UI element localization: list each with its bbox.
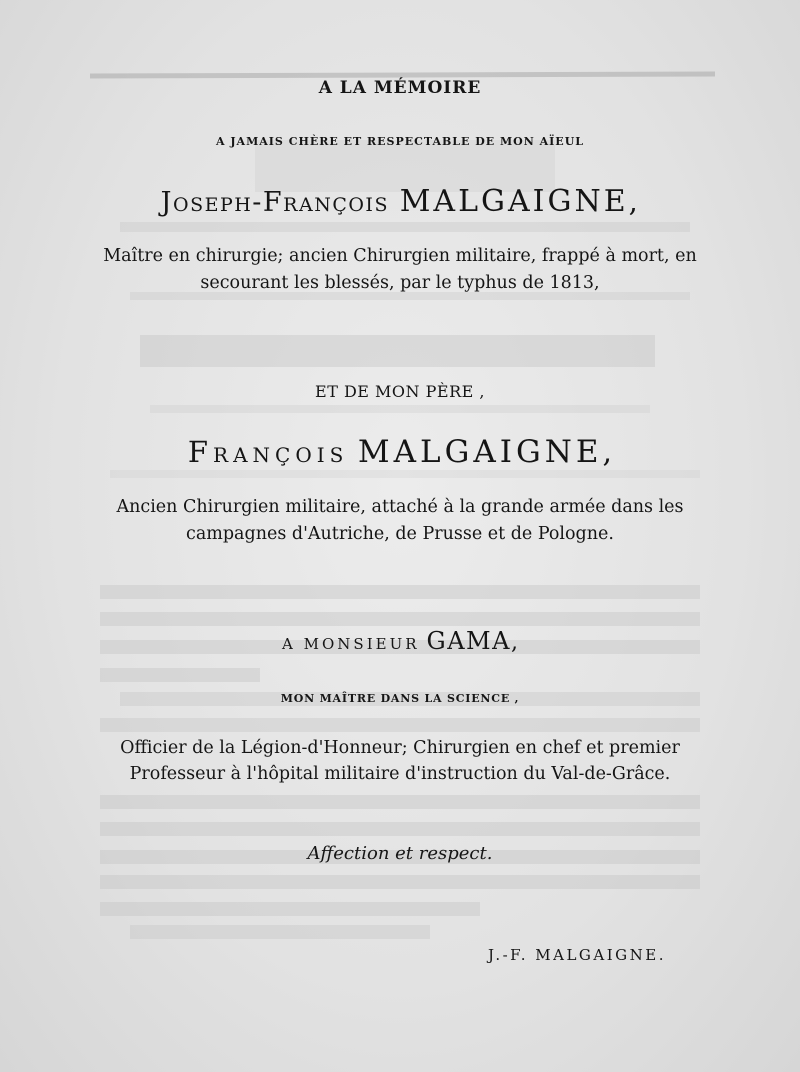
grandfather-trailing-comma: , [628,184,640,218]
dedication-heading: A LA MÉMOIRE [318,78,482,98]
grandfather-description-line1: Maître en chirurgie; ancien Chirurgien militaire, frappé à mort, en [103,246,697,266]
father-first-name: François [187,435,349,469]
signature: J.-F. MALGAIGNE. [487,946,666,964]
father-heading: ET DE MON PÈRE , [315,382,485,401]
mentor-surname: GAMA [426,627,511,655]
mentor-prefix: A MONSIEUR [282,635,420,653]
mentor-description-line1: Officier de la Légion-d'Honneur; Chirurgien en chef et premier [120,738,680,758]
father-surname: MALGAIGNE [357,434,603,470]
father-name [0,434,800,470]
mentor-trailing-comma: , [510,630,518,655]
mentor-description-line2: Professeur à l'hôpital militaire d'instruction du Val-de-Grâce. [129,764,671,784]
grandfather-first-names: Joseph-François [160,187,389,218]
grandfather-surname: MALGAIGNE [399,184,629,219]
dedication-subheading: A JAMAIS CHÈRE ET RESPECTABLE DE MON AÏEUL [215,135,585,148]
father-description-line1: Ancien Chirurgien militaire, attaché à la grande armée dans les [116,497,684,517]
mentor-subheading: MON MAÎTRE DANS LA SCIENCE , [280,692,520,705]
father-description-line2: campagnes d'Autriche, de Prusse et de Pologne. [186,524,614,544]
grandfather-name [0,184,800,219]
closing-line: Affection et respect. [307,843,493,864]
father-trailing-comma: , [602,435,613,470]
mentor-name [0,627,800,655]
grandfather-description-line2: secourant les blessés, par le typhus de 1813, [200,273,600,293]
